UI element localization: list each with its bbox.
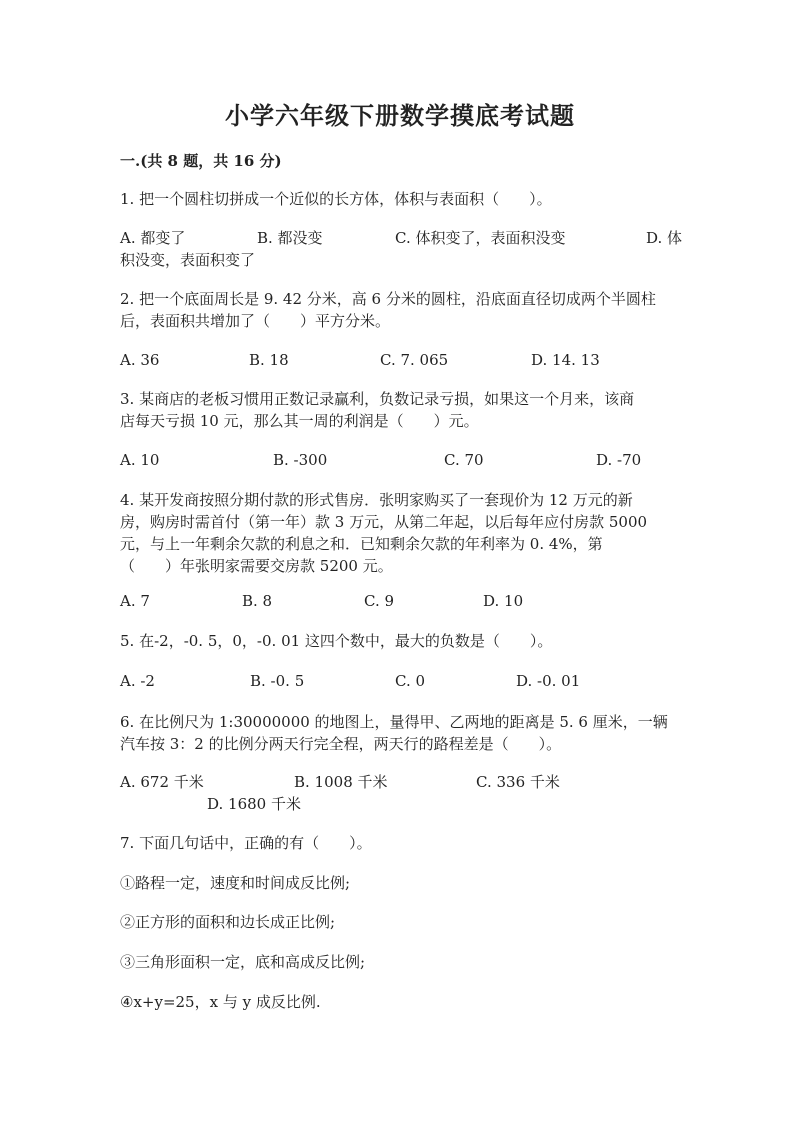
question-6-text-line1: 6. 在比例尺为 1:30000000 的地图上，量得甲、乙两地的距离是 5. 6 厘米，一辆 bbox=[120, 713, 668, 731]
option-d: D. 14. 13 bbox=[531, 351, 600, 369]
statement-1: ①路程一定，速度和时间成反比例; bbox=[120, 874, 351, 892]
option-a: A. -2 bbox=[120, 672, 155, 690]
statement-2: ②正方形的面积和边长成正比例; bbox=[120, 913, 336, 931]
option-a: A. 10 bbox=[120, 451, 160, 469]
question-4-text-line2: 房，购房时需首付（第一年）款 3 万元，从第二年起，以后每年应付房款 5000 bbox=[120, 513, 648, 531]
question-7-text: 7. 下面几句话中，正确的有（ ）。 bbox=[120, 834, 372, 852]
option-a: A. 7 bbox=[120, 592, 150, 610]
option-b: B. -0. 5 bbox=[250, 672, 305, 690]
question-5-options bbox=[0, 670, 800, 692]
question-1-text: 1. 把一个圆柱切拼成一个近似的长方体，体积与表面积（ ）。 bbox=[120, 190, 552, 208]
option-c: C. 336 千米 bbox=[476, 773, 560, 791]
question-2-text-line2: 后，表面积共增加了（ ）平方分米。 bbox=[120, 312, 391, 330]
option-a: A. 都变了 bbox=[120, 229, 186, 247]
option-c: C. 9 bbox=[364, 592, 395, 610]
question-1-options bbox=[0, 227, 800, 249]
question-6-options-row2 bbox=[0, 793, 800, 815]
option-a: A. 672 千米 bbox=[120, 773, 204, 791]
option-b: B. -300 bbox=[273, 451, 328, 469]
question-4-text-line1: 4. 某开发商按照分期付款的形式售房．张明家购买了一套现价为 12 万元的新 bbox=[120, 491, 633, 509]
question-4-options bbox=[0, 590, 800, 612]
question-2-options bbox=[0, 349, 800, 371]
option-a: A. 36 bbox=[120, 351, 160, 369]
option-d: D. 10 bbox=[483, 592, 524, 610]
option-b: B. 8 bbox=[242, 592, 273, 610]
question-4-text-line4: （ ）年张明家需要交房款 5200 元。 bbox=[120, 557, 393, 575]
option-d: D. 体 bbox=[646, 229, 683, 247]
option-c: C. 0 bbox=[395, 672, 426, 690]
option-d: D. -70 bbox=[596, 451, 642, 469]
option-c: C. 体积变了，表面积没变 bbox=[395, 229, 566, 247]
page-title: 小学六年级下册数学摸底考试题 bbox=[225, 101, 575, 130]
question-2-text-line1: 2. 把一个底面周长是 9. 42 分米，高 6 分米的圆柱，沿底面直径切成两个半圆柱 bbox=[120, 290, 656, 308]
question-4-text-line3: 元，与上一年剩余欠款的利息之和．已知剩余欠款的年利率为 0. 4%，第 bbox=[120, 535, 603, 553]
question-3-text-line2: 店每天亏损 10 元，那么其一周的利润是（ ）元。 bbox=[120, 412, 479, 430]
question-3-text-line1: 3. 某商店的老板习惯用正数记录赢利，负数记录亏损，如果这一个月来，该商 bbox=[120, 390, 635, 408]
option-b: B. 都没变 bbox=[257, 229, 323, 247]
section-header: 一.(共 8 题，共 16 分) bbox=[120, 152, 282, 170]
question-6-options bbox=[0, 771, 800, 793]
option-b: B. 1008 千米 bbox=[294, 773, 388, 791]
option-d: D. -0. 01 bbox=[516, 672, 581, 690]
question-6-text-line2: 汽车按 3：2 的比例分两天行完全程，两天行的路程差是（ ）。 bbox=[120, 735, 562, 753]
question-5-text: 5. 在-2，-0. 5，0，-0. 01 这四个数中，最大的负数是（ ）。 bbox=[120, 632, 553, 650]
statement-3: ③三角形面积一定，底和高成反比例; bbox=[120, 953, 366, 971]
option-c: C. 7. 065 bbox=[380, 351, 449, 369]
option-d-continued: 积没变，表面积变了 bbox=[120, 251, 256, 269]
option-b: B. 18 bbox=[249, 351, 289, 369]
option-c: C. 70 bbox=[444, 451, 484, 469]
option-d: D. 1680 千米 bbox=[207, 795, 301, 813]
question-3-options bbox=[0, 449, 800, 471]
statement-4: ④x+y=25，x 与 y 成反比例. bbox=[120, 993, 321, 1011]
